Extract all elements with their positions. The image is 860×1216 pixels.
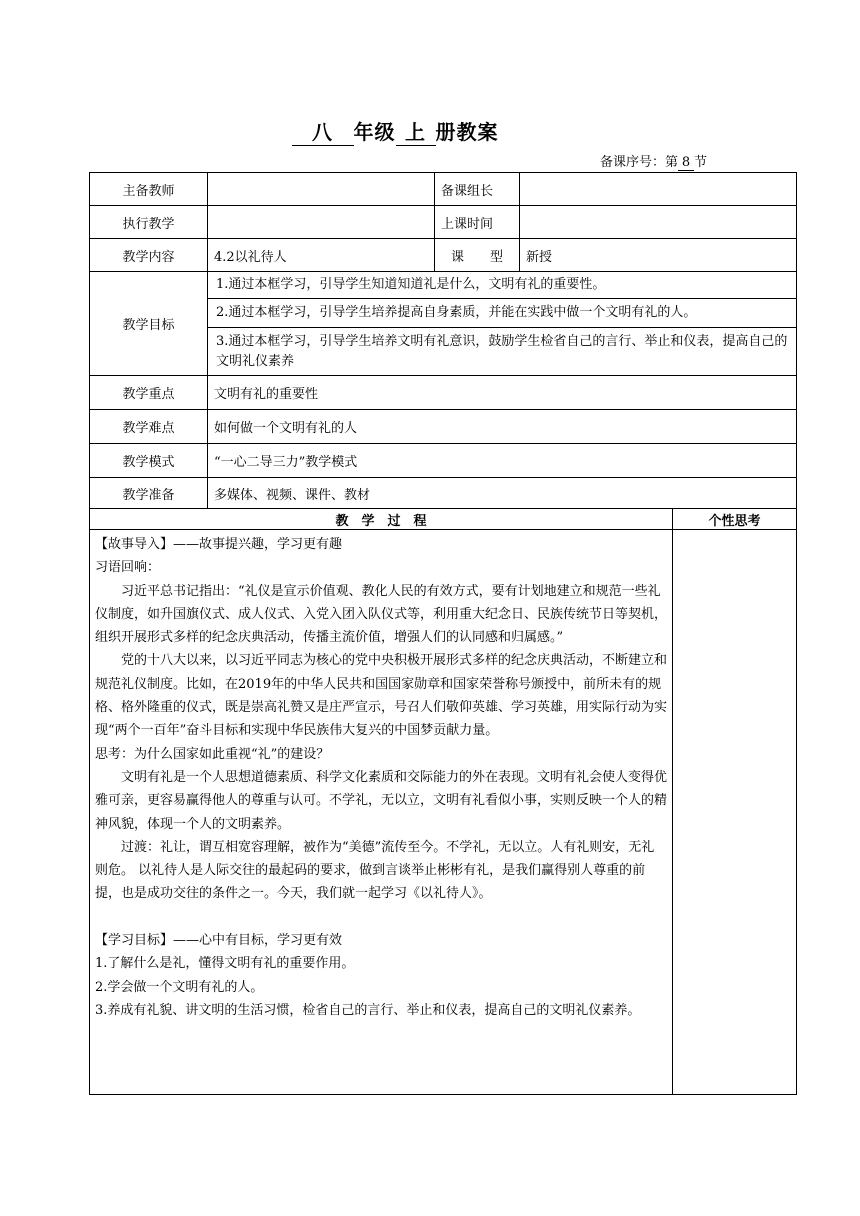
process-header: 教 学 过 程 <box>90 509 673 530</box>
content-value: 4.2以礼待人 <box>208 239 435 272</box>
reflection-header: 个性思考 <box>673 509 797 530</box>
class-time-value <box>520 206 797 239</box>
lesson-sequence <box>440 151 707 171</box>
info-row-objective-1 <box>90 272 797 299</box>
learning-goal-2: 2.学会做一个文明有礼的人。 <box>95 979 264 995</box>
learning-goal-1: 1.了解什么是礼，懂得文明有礼的重要作用。 <box>95 956 355 972</box>
info-row-content <box>90 239 797 272</box>
process-content-cell <box>90 530 673 1095</box>
prep-label: 教学准备 <box>90 478 208 509</box>
teaching-process-table <box>89 508 797 1095</box>
difficulty-label: 教学难点 <box>90 410 208 444</box>
executing-label: 执行教学 <box>90 206 208 239</box>
lesson-info-table <box>89 172 797 509</box>
key-points-value: 文明有礼的重要性 <box>208 376 797 410</box>
info-row-mode <box>90 444 797 478</box>
info-row-prep <box>90 478 797 509</box>
story-intro-heading: 【故事导入】——故事提兴趣，学习更有趣 <box>95 537 343 552</box>
lead-teacher-value <box>208 173 435 206</box>
grade-suffix: 年级 <box>353 120 396 144</box>
objective-item-1: 1.通过本框学习，引导学生知道知道礼是什么，文明有礼的重要性。 <box>208 272 797 299</box>
quote-heading: 习语回响： <box>95 560 161 576</box>
type-label: 课 型 <box>435 239 520 272</box>
learning-goal-3: 3.养成有礼貌、讲文明的生活习惯，检省自己的言行、举止和仪表，提高自己的文明礼仪素养。 <box>95 1002 641 1018</box>
info-row-key-points <box>90 376 797 410</box>
civility-paragraph: 文明有礼是一个人思想道德素质、科学文化素质和交际能力的外在表现。文明有礼会使人变得优雅可亲，更容易赢得他人的尊重与认可。不学礼，无以立，文明有礼看似小事，实则反映一个人的精神风貌，体现一个人的文明素养。 <box>95 769 668 832</box>
seq-prefix: 备课序号：第 <box>599 155 678 170</box>
prep-value: 多媒体、视频、课件、教材 <box>208 478 797 509</box>
objective-item-2: 2.通过本框学习，引导学生培养提高自身素质，并能在实践中做一个文明有礼的人。 <box>208 299 797 328</box>
objectives-label: 教学目标 <box>90 272 208 376</box>
party-paragraph: 党的十八大以来，以习近平同志为核心的党中央积极开展形式多样的纪念庆典活动，不断建立和规范礼仪制度。比如，在2019年的中华人民共和国国家勋章和国家荣誉称号颁授中，前所未有的规格、格外隆重的仪式，既是崇高礼赞又是庄严宣示，号召人们敬仰英雄、学习英雄，用实际行动为实现“两个一百年”奋斗目标和实现中华民族伟大复兴的中国梦贡献力量。 <box>95 653 668 739</box>
mode-value: “一心二导三力”教学模式 <box>208 444 797 478</box>
learning-goals-heading: 【学习目标】——心中有目标，学习更有效 <box>95 933 343 949</box>
executing-value <box>208 206 435 239</box>
content-label: 教学内容 <box>90 239 208 272</box>
group-leader-value <box>520 173 797 206</box>
think-question: 思考：为什么国家如此重视“礼”的建设？ <box>95 746 330 762</box>
objective-item-3: 3.通过本框学习，引导学生培养文明有礼意识，鼓励学生检省自己的言行、举止和仪表，提高自己的文明礼仪素养 <box>208 328 797 376</box>
xi-quote-paragraph: 习近平总书记指出：“礼仪是宣示价值观、教化人民的有效方式，要有计划地建立和规范一些礼仪制度，如升国旗仪式、成人仪式、入党入团入队仪式等，利用重大纪念日、民族传统节日等契机，组织开展形式多样的纪念庆典活动，传播主流价值，增强人们的认同感和归属感。” <box>95 583 668 646</box>
transition-paragraph: 过渡：礼让，谓互相宽容理解，被作为“美德”流传至今。不学礼，无以立。人有礼则安，无礼则危。 以礼待人是人际交往的最起码的要求，做到言谈举止彬彬有礼，是我们赢得别人尊重的前提，也是成功交往的条件之一。今天，我们就一起学习《以礼待人》。 <box>95 839 655 902</box>
info-row-difficulty <box>90 410 797 444</box>
info-row-executing <box>90 206 797 239</box>
type-value: 新授 <box>520 239 797 272</box>
seq-suffix: 节 <box>693 155 707 170</box>
process-header-row <box>90 509 797 530</box>
difficulty-value: 如何做一个文明有礼的人 <box>208 410 797 444</box>
blank-line <box>95 906 667 929</box>
class-time-label: 上课时间 <box>435 206 520 239</box>
reflection-cell <box>673 530 797 1095</box>
volume-value: 上 <box>396 116 436 146</box>
seq-number: 8 <box>678 155 694 171</box>
info-row-teacher <box>90 173 797 206</box>
key-points-label: 教学重点 <box>90 376 208 410</box>
page-title <box>0 116 790 146</box>
mode-label: 教学模式 <box>90 444 208 478</box>
process-body-row <box>90 530 797 1095</box>
group-leader-label: 备课组长 <box>435 173 520 206</box>
lead-teacher-label: 主备教师 <box>90 173 208 206</box>
grade-value: 八 <box>292 116 354 146</box>
volume-suffix: 册教案 <box>435 120 499 144</box>
